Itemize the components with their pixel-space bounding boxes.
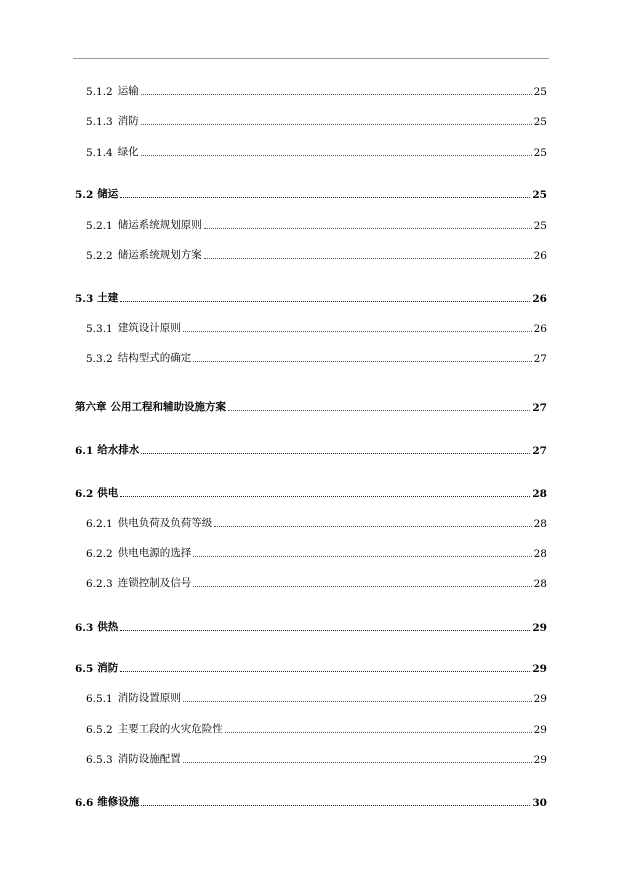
toc-entry-page-number: 27 <box>532 402 547 414</box>
toc-entry-number: 6.3 <box>75 622 94 634</box>
toc-entry-title: 供电负荷及负荷等级 <box>117 517 213 529</box>
toc-entry-page-number: 28 <box>533 578 547 590</box>
toc-entry-number: 6.2.2 <box>86 548 113 560</box>
toc-entry-page-number: 25 <box>533 116 547 128</box>
toc-dot-leader <box>204 228 532 229</box>
toc-dot-leader <box>141 124 532 125</box>
toc-entry-page-number: 29 <box>533 754 547 766</box>
toc-entry-number: 5.1.4 <box>86 147 113 159</box>
toc-entry[interactable] <box>86 82 547 98</box>
toc-entry[interactable] <box>86 143 547 159</box>
toc-dot-leader <box>120 301 530 302</box>
toc-entry[interactable] <box>86 574 547 590</box>
toc-entry[interactable] <box>86 216 547 232</box>
toc-entry-title: 消防 <box>97 662 119 674</box>
toc-entry[interactable] <box>86 544 547 560</box>
toc-entry-title: 绿化 <box>117 146 139 158</box>
toc-entry-page-number: 27 <box>533 353 547 365</box>
toc-entry-title: 连锁控制及信号 <box>117 577 192 589</box>
toc-entry[interactable] <box>86 514 547 530</box>
toc-entry-page-number: 29 <box>532 663 547 675</box>
toc-dot-leader <box>214 526 531 527</box>
toc-entry-page-number: 28 <box>533 548 547 560</box>
toc-entry-number: 5.3 <box>75 293 94 305</box>
toc-entry-title: 储运系统规划原则 <box>117 219 202 231</box>
toc-dot-leader <box>141 805 530 806</box>
toc-entry[interactable] <box>75 185 547 201</box>
toc-entry-number: 5.3.1 <box>86 323 113 335</box>
toc-entry-page-number: 25 <box>533 220 547 232</box>
toc-entry[interactable] <box>75 441 547 457</box>
toc-entry[interactable] <box>86 112 547 128</box>
toc-dot-leader <box>225 732 532 733</box>
toc-entry-number: 6.5 <box>75 663 94 675</box>
toc-dot-leader <box>141 155 532 156</box>
toc-dot-leader <box>204 258 532 259</box>
toc-entry-page-number: 30 <box>532 797 547 809</box>
toc-dot-leader <box>120 197 530 198</box>
toc-entry[interactable] <box>86 720 547 736</box>
toc-entry-page-number: 29 <box>532 622 547 634</box>
toc-entry-title: 供电电源的选择 <box>117 547 192 559</box>
toc-entry-number: 5.1.3 <box>86 116 113 128</box>
toc-entry-page-number: 26 <box>533 250 547 262</box>
toc-entry-title: 储运系统规划方案 <box>117 249 202 261</box>
toc-entry-number: 6.5.3 <box>86 754 113 766</box>
toc-entry[interactable] <box>75 618 547 634</box>
toc-entry-number: 5.1.2 <box>86 86 113 98</box>
toc-entry-page-number: 25 <box>532 189 547 201</box>
toc-entry-number: 第六章 <box>75 401 107 413</box>
toc-entry-title: 主要工段的火灾危险性 <box>117 723 223 735</box>
toc-entry[interactable] <box>86 246 547 262</box>
toc-dot-leader <box>183 701 532 702</box>
toc-entry[interactable] <box>86 689 547 705</box>
toc-dot-leader <box>141 453 530 454</box>
toc-entry-title: 消防 <box>117 115 139 127</box>
toc-dot-leader <box>193 586 531 587</box>
toc-entry-title: 建筑设计原则 <box>117 322 181 334</box>
toc-entry-title: 供热 <box>97 621 119 633</box>
toc-entry-number: 5.2.1 <box>86 220 113 232</box>
toc-dot-leader <box>120 496 530 497</box>
toc-entry[interactable] <box>75 793 547 809</box>
toc-entry-number: 6.5.1 <box>86 693 113 705</box>
toc-entry[interactable] <box>86 349 547 365</box>
toc-entry-page-number: 29 <box>533 693 547 705</box>
toc-entry-title: 储运 <box>97 188 119 200</box>
toc-entry-number: 6.2.3 <box>86 578 113 590</box>
toc-entry-title: 消防设置原则 <box>117 692 181 704</box>
toc-entry-number: 5.3.2 <box>86 353 113 365</box>
toc-entry-number: 6.2.1 <box>86 518 113 530</box>
toc-dot-leader <box>120 630 530 631</box>
toc-entry-number: 5.2.2 <box>86 250 113 262</box>
toc-dot-leader <box>228 410 530 411</box>
toc-entry[interactable] <box>75 484 547 500</box>
toc-entry[interactable] <box>75 659 547 675</box>
header-rule <box>73 58 549 59</box>
toc-dot-leader <box>141 94 532 95</box>
toc-dot-leader <box>193 361 531 362</box>
toc-dot-leader <box>193 556 531 557</box>
toc-entry-title: 结构型式的确定 <box>117 352 192 364</box>
toc-entry[interactable] <box>86 319 547 335</box>
toc-dot-leader <box>183 331 532 332</box>
toc-entry-page-number: 28 <box>533 518 547 530</box>
toc-entry-number: 6.2 <box>75 488 94 500</box>
toc-dot-leader <box>183 762 532 763</box>
toc-entry-title: 公用工程和辅助设施方案 <box>110 401 226 413</box>
toc-entry-page-number: 25 <box>533 86 547 98</box>
toc-entry-page-number: 29 <box>533 724 547 736</box>
toc-entry-title: 消防设施配置 <box>117 753 181 765</box>
toc-entry-number: 5.2 <box>75 189 94 201</box>
toc-entry-number: 6.6 <box>75 797 94 809</box>
toc-entry-page-number: 26 <box>533 323 547 335</box>
toc-entry-title: 土建 <box>97 292 119 304</box>
toc-entry-page-number: 27 <box>532 445 547 457</box>
toc-entry[interactable] <box>75 289 547 305</box>
toc-entry[interactable] <box>75 398 547 414</box>
toc-entry-title: 维修设施 <box>97 796 140 808</box>
toc-entry-page-number: 26 <box>532 293 547 305</box>
toc-entry-title: 运输 <box>117 85 139 97</box>
toc-entry-title: 给水排水 <box>97 444 140 456</box>
toc-entry-page-number: 28 <box>532 488 547 500</box>
toc-entry-number: 6.1 <box>75 445 94 457</box>
toc-entry-page-number: 25 <box>533 147 547 159</box>
toc-entry-title: 供电 <box>97 487 119 499</box>
toc-dot-leader <box>120 671 530 672</box>
toc-entry[interactable] <box>86 750 547 766</box>
toc-entry-number: 6.5.2 <box>86 724 113 736</box>
